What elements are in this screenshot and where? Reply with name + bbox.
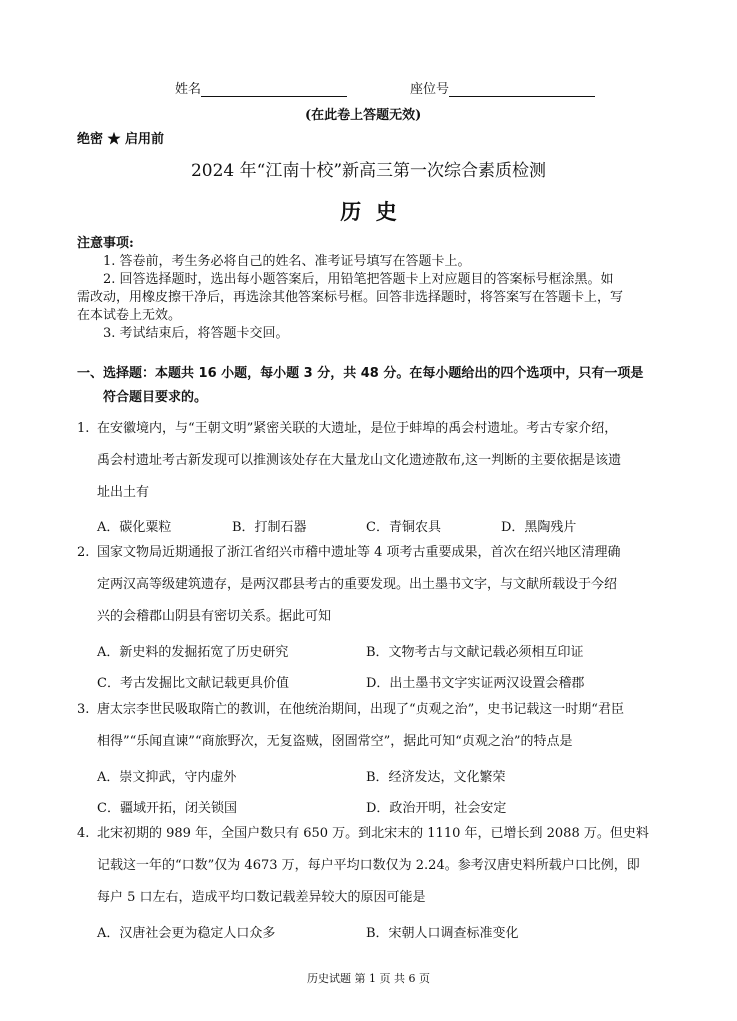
exam-title: 2024 年“江南十校”新高三第一次综合素质检测 bbox=[190, 161, 547, 181]
stem-line: 在安徽境内，与“王朝文明”紧密关联的大遗址，是位于蚌埠的禹会村遗址。考古专家介绍， bbox=[97, 421, 618, 436]
notice-item: 3. 考试结束后，将答题卡交回。 bbox=[103, 326, 289, 341]
seat-blank[interactable] bbox=[449, 82, 595, 97]
option-a[interactable]: A．新史料的发掘拓宽了历史研究 bbox=[97, 645, 289, 660]
question-number: 2. bbox=[77, 545, 90, 560]
stem-line: 定两汉高等级建筑遗存，是两汉郡县考古的重要发现。出土墨书文字，与文献所载设于今绍 bbox=[97, 577, 618, 592]
option-a[interactable]: A．汉唐社会更为稳定人口众多 bbox=[97, 926, 276, 941]
question-number: 4. bbox=[77, 826, 90, 841]
option-c[interactable]: C．疆域开拓，闭关锁国 bbox=[97, 801, 237, 816]
seat-field[interactable] bbox=[410, 78, 595, 97]
question-stem bbox=[97, 413, 621, 509]
name-field[interactable] bbox=[175, 78, 347, 97]
option-b[interactable]: B．宋朝人口调查标准变化 bbox=[366, 926, 519, 941]
secret-label: 绝密 ★ 启用前 bbox=[77, 132, 165, 147]
option-b[interactable]: B．打制石器 bbox=[232, 520, 307, 535]
notice-item: 在本试卷上无效。 bbox=[77, 308, 182, 323]
question-number: 3. bbox=[77, 702, 90, 717]
option-b[interactable]: B．文物考古与文献记载必须相互印证 bbox=[366, 645, 584, 660]
stem-line: 国家文物局近期通报了浙江省绍兴市稽中遗址等 4 项考古重要成果，首次在绍兴地区清理确 bbox=[97, 545, 621, 560]
stem-line: 相得”“乐闻直谏”“商旅野次，无复盗贼，囹圄常空”，据此可知“贞观之治”的特点是 bbox=[97, 734, 573, 749]
option-d[interactable]: D．政治开明，社会安定 bbox=[366, 801, 507, 816]
option-a[interactable]: A．碳化粟粒 bbox=[97, 520, 172, 535]
option-b[interactable]: B．经济发达，文化繁荣 bbox=[366, 770, 506, 785]
name-label: 姓名 bbox=[175, 82, 202, 97]
notice-item: 1. 答卷前，考生务必将自己的姓名、准考证号填写在答题卡上。 bbox=[103, 254, 471, 269]
notice-item: 2. 回答选择题时，选出每小题答案后，用铅笔把答题卡上对应题目的答案标号框涂黑。如 bbox=[103, 272, 614, 287]
notice-title: 注意事项: bbox=[77, 236, 134, 251]
seat-label: 座位号 bbox=[410, 82, 450, 97]
option-d[interactable]: D．出土墨书文字实证两汉设置会稽郡 bbox=[366, 676, 585, 691]
stem-line: 记载这一年的“口数”仅为 4673 万，每户平均口数仅为 2.24。参考汉唐史料所载户口比例，即 bbox=[97, 858, 640, 873]
stem-line: 禹会村遗址考古新发现可以推测该处存在大量龙山文化遗迹散布,这一判断的主要依据是该遗 bbox=[97, 453, 622, 468]
invalid-note: (在此卷上答题无效) bbox=[305, 108, 422, 123]
question-stem bbox=[97, 537, 621, 633]
stem-line: 兴的会稽郡山阴县有密切关系。据此可知 bbox=[97, 609, 332, 624]
stem-line: 唐太宗李世民吸取隋亡的教训，在他统治期间，出现了“贞观之治”，史书记载这一时期“君臣 bbox=[97, 702, 624, 717]
question-number: 1. bbox=[77, 421, 90, 436]
question-stem bbox=[97, 694, 624, 758]
option-d[interactable]: D．黑陶残片 bbox=[501, 520, 577, 535]
name-blank[interactable] bbox=[201, 82, 347, 97]
section-heading: 一、选择题：本题共 16 小题，每小题 3 分，共 48 分。在每小题给出的四个选项中，只有一项是 bbox=[77, 366, 644, 381]
page-footer: 历史试题 第 1 页 共 6 页 bbox=[307, 972, 430, 985]
option-a[interactable]: A．崇文抑武，守内虚外 bbox=[97, 770, 237, 785]
stem-line: 每户 5 口左右，造成平均口数记载差异较大的原因可能是 bbox=[97, 890, 426, 905]
stem-line: 址出土有 bbox=[97, 485, 150, 500]
option-c[interactable]: C．青铜农具 bbox=[366, 520, 441, 535]
subject-title: 历 史 bbox=[340, 199, 397, 224]
stem-line: 北宋初期的 989 年，全国户数只有 650 万。到北宋末的 1110 年，已增长到 2088 万。但史料 bbox=[97, 826, 649, 841]
question-stem bbox=[97, 818, 649, 914]
option-c[interactable]: C．考古发掘比文献记载更具价值 bbox=[97, 676, 289, 691]
section-heading-cont: 符合题目要求的。 bbox=[103, 390, 208, 405]
notice-item: 需改动，用橡皮擦干净后，再选涂其他答案标号框。回答非选择题时，将答案写在答题卡上，写 bbox=[77, 290, 624, 305]
